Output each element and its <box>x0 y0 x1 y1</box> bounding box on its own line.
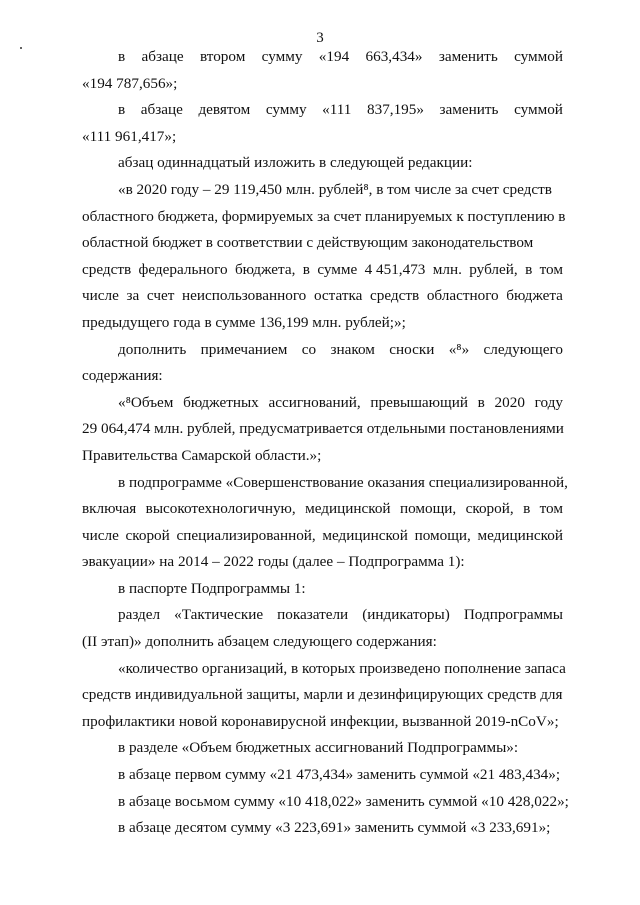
text-line-l10 <box>82 283 563 310</box>
word: медицинской <box>477 526 563 544</box>
word: средств <box>82 260 132 278</box>
word: областного <box>426 287 499 305</box>
word: суммой <box>514 48 563 65</box>
word: неиспользованного <box>182 287 307 305</box>
text-line-l22 <box>82 602 563 629</box>
word: числе <box>82 526 119 544</box>
word: знаком <box>330 340 375 358</box>
word: бюджета <box>506 287 563 305</box>
word: в <box>525 260 533 278</box>
word: ассигнований, <box>268 393 361 411</box>
word: том <box>539 500 563 518</box>
word: высокотехнологичную, <box>145 500 296 518</box>
word: бюджетных <box>183 393 259 411</box>
word: сумме <box>317 260 358 278</box>
word: скорой <box>125 526 170 544</box>
word: заменить <box>439 101 499 119</box>
word: сумму <box>265 101 307 119</box>
word: 4 451,473 <box>364 260 426 278</box>
word: счет <box>146 287 175 305</box>
word: девятом <box>198 101 251 119</box>
word: «111 <box>322 101 352 119</box>
text-line-l20: эвакуации» на 2014 – 2022 годы (далее – Подпрограмма 1): <box>82 553 465 571</box>
word: сумму <box>261 48 303 65</box>
scan-speck <box>20 47 22 49</box>
word: 2020 <box>494 393 525 411</box>
text-line-l26: профилактики новой коронавирусной инфекции, вызванной 2019-nCoV»; <box>82 712 559 730</box>
word: за <box>126 287 140 305</box>
word: медицинской <box>305 500 391 518</box>
text-line-l28: в абзаце первом сумму «21 473,434» заменить суммой «21 483,434»; <box>118 766 561 784</box>
word: 837,195» <box>367 101 424 119</box>
text-line-l16: Правительства Самарской области.»; <box>82 446 322 464</box>
text-line-l08: областной бюджет в соответствии с действующим законодательством <box>82 234 534 252</box>
word: «⁸» <box>448 340 470 358</box>
word: абзаце <box>141 48 184 65</box>
word: Подпрограммы <box>463 606 563 624</box>
word: превышающий <box>370 393 468 411</box>
word: включая <box>82 500 137 518</box>
text-line-l05: абзац одиннадцатый изложить в следующей редакции: <box>118 154 473 172</box>
word: показатели <box>277 606 349 624</box>
text-line-l04: «111 961,417»; <box>82 127 177 145</box>
text-line-l15: 29 064,474 млн. рублей, предусматривается отдельными постановлениями <box>82 420 564 438</box>
word: втором <box>199 48 246 65</box>
word: дополнить <box>118 340 187 358</box>
document-body <box>82 44 569 842</box>
word: в <box>523 500 531 518</box>
word: том <box>539 260 563 278</box>
word: суммой <box>514 101 563 119</box>
word: в <box>118 101 126 119</box>
text-line-l09 <box>82 257 563 284</box>
word: остатка <box>313 287 363 305</box>
text-line-l18 <box>82 496 563 523</box>
word: средств <box>370 287 420 305</box>
text-line-l06: «в 2020 году – 29 119,450 млн. рублей⁸, в том числе за счет средств <box>118 180 552 198</box>
word: в <box>118 48 126 65</box>
text-line-l01 <box>82 44 563 71</box>
word: следующего <box>483 340 563 358</box>
text-line-l12 <box>82 337 563 364</box>
word: специализированной, <box>176 526 316 544</box>
text-line-l11: предыдущего года в сумме 136,199 млн. рублей;»; <box>82 313 406 331</box>
word: (индикаторы) <box>362 606 450 624</box>
word: рублей, <box>469 260 518 278</box>
text-line-l30: в абзаце десятом сумму «3 223,691» заменить суммой «3 233,691»; <box>118 819 551 837</box>
word: сноски <box>389 340 435 358</box>
word: млн. <box>432 260 462 278</box>
word: примечанием <box>200 340 288 358</box>
word: скорой, <box>465 500 514 518</box>
word: раздел <box>118 606 161 624</box>
text-line-l27: в разделе «Объем бюджетных ассигнований Подпрограммы»: <box>118 739 519 757</box>
text-line-l24: «количество организаций, в которых произведено пополнение запаса <box>118 659 566 677</box>
text-line-l25: средств индивидуальной защиты, марли и дезинфицирующих средств для <box>82 686 563 704</box>
text-line-l23: (II этап)» дополнить абзацем следующего содержания: <box>82 633 437 651</box>
text-line-l02: «194 787,656»; <box>82 74 178 92</box>
word: помощи, <box>399 500 457 518</box>
word: числе <box>82 287 119 305</box>
word: бюджета, <box>234 260 296 278</box>
word: медицинской <box>322 526 408 544</box>
text-line-l29: в абзаце восьмом сумму «10 418,022» заменить суммой «10 428,022»; <box>118 792 569 810</box>
text-line-l03 <box>82 97 563 124</box>
word: со <box>301 340 317 358</box>
word: в <box>477 393 485 411</box>
text-line-l07: областного бюджета, формируемых за счет планируемых к поступлению в <box>82 207 566 225</box>
word: «Тактические <box>174 606 264 624</box>
word: «194 <box>318 48 350 65</box>
word: федерального <box>138 260 228 278</box>
word: 663,434» <box>365 48 423 65</box>
text-line-l21: в паспорте Подпрограммы 1: <box>118 579 306 597</box>
text-line-l17: в подпрограмме «Совершенствование оказания специализированной, <box>118 473 568 491</box>
word: году <box>534 393 563 411</box>
text-line-l14 <box>82 390 563 417</box>
text-line-l13: содержания: <box>82 367 163 385</box>
word: помощи, <box>414 526 471 544</box>
page-number: 3 <box>316 30 324 46</box>
text-line-l19 <box>82 523 563 550</box>
word: заменить <box>438 48 498 65</box>
word: абзаце <box>140 101 183 119</box>
word: в <box>302 260 310 278</box>
word: «⁸Объем <box>118 393 174 411</box>
